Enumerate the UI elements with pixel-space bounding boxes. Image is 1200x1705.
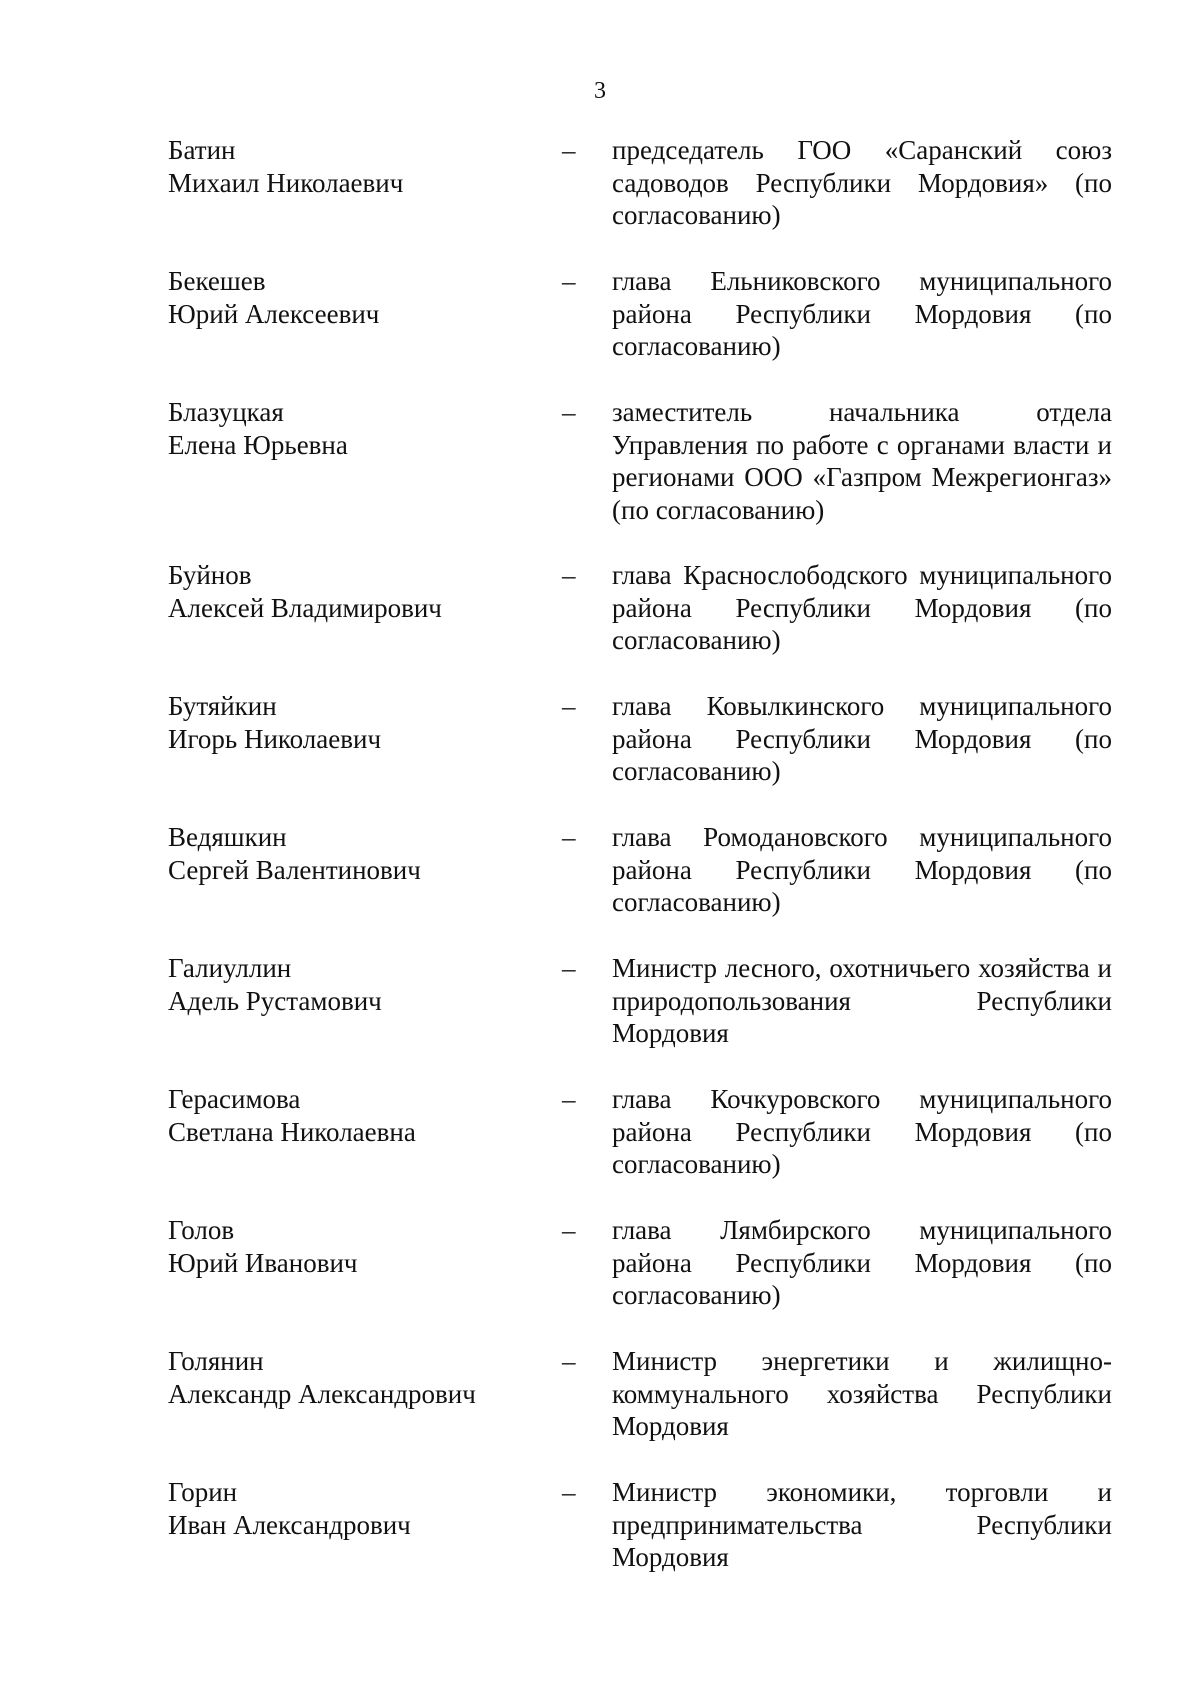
member-position: Министр экономики, торговли и предпринимательства Республики Мордовия bbox=[612, 1477, 1112, 1572]
member-surname: Блазуцкая bbox=[168, 397, 284, 427]
member-dash: – bbox=[562, 1477, 576, 1507]
member-name bbox=[168, 952, 528, 1017]
member-name bbox=[168, 134, 528, 199]
member-dash: – bbox=[562, 822, 576, 852]
member-position: глава Ковылкинского муниципального района Республики Мордовия (по согласованию) bbox=[612, 691, 1112, 786]
member-position: глава Кочкуровского муниципального района Республики Мордовия (по согласованию) bbox=[612, 1084, 1112, 1179]
member-name bbox=[168, 559, 528, 624]
member-surname: Галиуллин bbox=[168, 953, 292, 983]
member-name bbox=[168, 265, 528, 330]
member-surname: Бутяйкин bbox=[168, 691, 277, 721]
member-given-names: Юрий Алексеевич bbox=[168, 298, 380, 329]
member-position: глава Лямбирского муниципального района Республики Мордовия (по согласованию) bbox=[612, 1215, 1112, 1310]
member-row bbox=[0, 559, 1200, 690]
member-row bbox=[0, 690, 1200, 821]
member-position: Министр лесного, охотничьего хозяйства и природопользования Республики Мордовия bbox=[612, 953, 1112, 1048]
member-row bbox=[0, 821, 1200, 952]
member-row bbox=[0, 265, 1200, 396]
member-position: Министр энергетики и жилищно-коммунального хозяйства Республики Мордовия bbox=[612, 1346, 1112, 1441]
member-row bbox=[0, 1083, 1200, 1214]
page-number: 3 bbox=[594, 78, 606, 104]
member-position: глава Ромодановского муниципального района Республики Мордовия (по согласованию) bbox=[612, 822, 1112, 917]
member-row bbox=[0, 1214, 1200, 1345]
member-name bbox=[168, 1476, 528, 1541]
member-dash: – bbox=[562, 560, 576, 590]
member-position: заместитель начальника отдела Управления по работе с органами власти и регионами ООО «Газпром Межрегионгаз» (по согласованию) bbox=[612, 397, 1112, 525]
member-position: глава Краснослободского муниципального района Республики Мордовия (по согласованию) bbox=[612, 560, 1112, 655]
member-given-names: Александр Александрович bbox=[168, 1378, 476, 1409]
member-dash: – bbox=[562, 266, 576, 296]
member-name bbox=[168, 1083, 528, 1148]
member-name bbox=[168, 1214, 528, 1279]
member-surname: Буйнов bbox=[168, 560, 252, 590]
member-dash: – bbox=[562, 1215, 576, 1245]
member-given-names: Светлана Николаевна bbox=[168, 1116, 416, 1147]
member-position: глава Ельниковского муниципального района Республики Мордовия (по согласованию) bbox=[612, 266, 1112, 361]
member-row bbox=[0, 952, 1200, 1083]
member-surname: Бекешев bbox=[168, 266, 266, 296]
member-name bbox=[168, 1345, 528, 1410]
member-dash: – bbox=[562, 691, 576, 721]
member-given-names: Сергей Валентинович bbox=[168, 854, 421, 885]
member-given-names: Адель Рустамович bbox=[168, 985, 382, 1016]
member-given-names: Иван Александрович bbox=[168, 1509, 411, 1540]
member-surname: Голянин bbox=[168, 1346, 264, 1376]
member-dash: – bbox=[562, 953, 576, 983]
member-given-names: Михаил Николаевич bbox=[168, 167, 404, 198]
member-row bbox=[0, 134, 1200, 265]
member-name bbox=[168, 690, 528, 755]
member-given-names: Игорь Николаевич bbox=[168, 723, 382, 754]
member-list bbox=[0, 134, 1200, 1607]
member-dash: – bbox=[562, 135, 576, 165]
member-row bbox=[0, 1476, 1200, 1607]
member-row bbox=[0, 1345, 1200, 1476]
member-position: председатель ГОО «Саранский союз садоводов Республики Мордовия» (по согласованию) bbox=[612, 135, 1112, 230]
member-dash: – bbox=[562, 397, 576, 427]
member-surname: Ведяшкин bbox=[168, 822, 287, 852]
member-row bbox=[0, 396, 1200, 559]
member-name bbox=[168, 821, 528, 886]
member-surname: Горин bbox=[168, 1477, 238, 1507]
member-name bbox=[168, 396, 528, 461]
member-given-names: Елена Юрьевна bbox=[168, 429, 348, 460]
member-surname: Герасимова bbox=[168, 1084, 301, 1114]
member-given-names: Юрий Иванович bbox=[168, 1247, 358, 1278]
member-surname: Голов bbox=[168, 1215, 235, 1245]
member-dash: – bbox=[562, 1084, 576, 1114]
member-surname: Батин bbox=[168, 135, 236, 165]
member-dash: – bbox=[562, 1346, 576, 1376]
member-given-names: Алексей Владимирович bbox=[168, 592, 442, 623]
